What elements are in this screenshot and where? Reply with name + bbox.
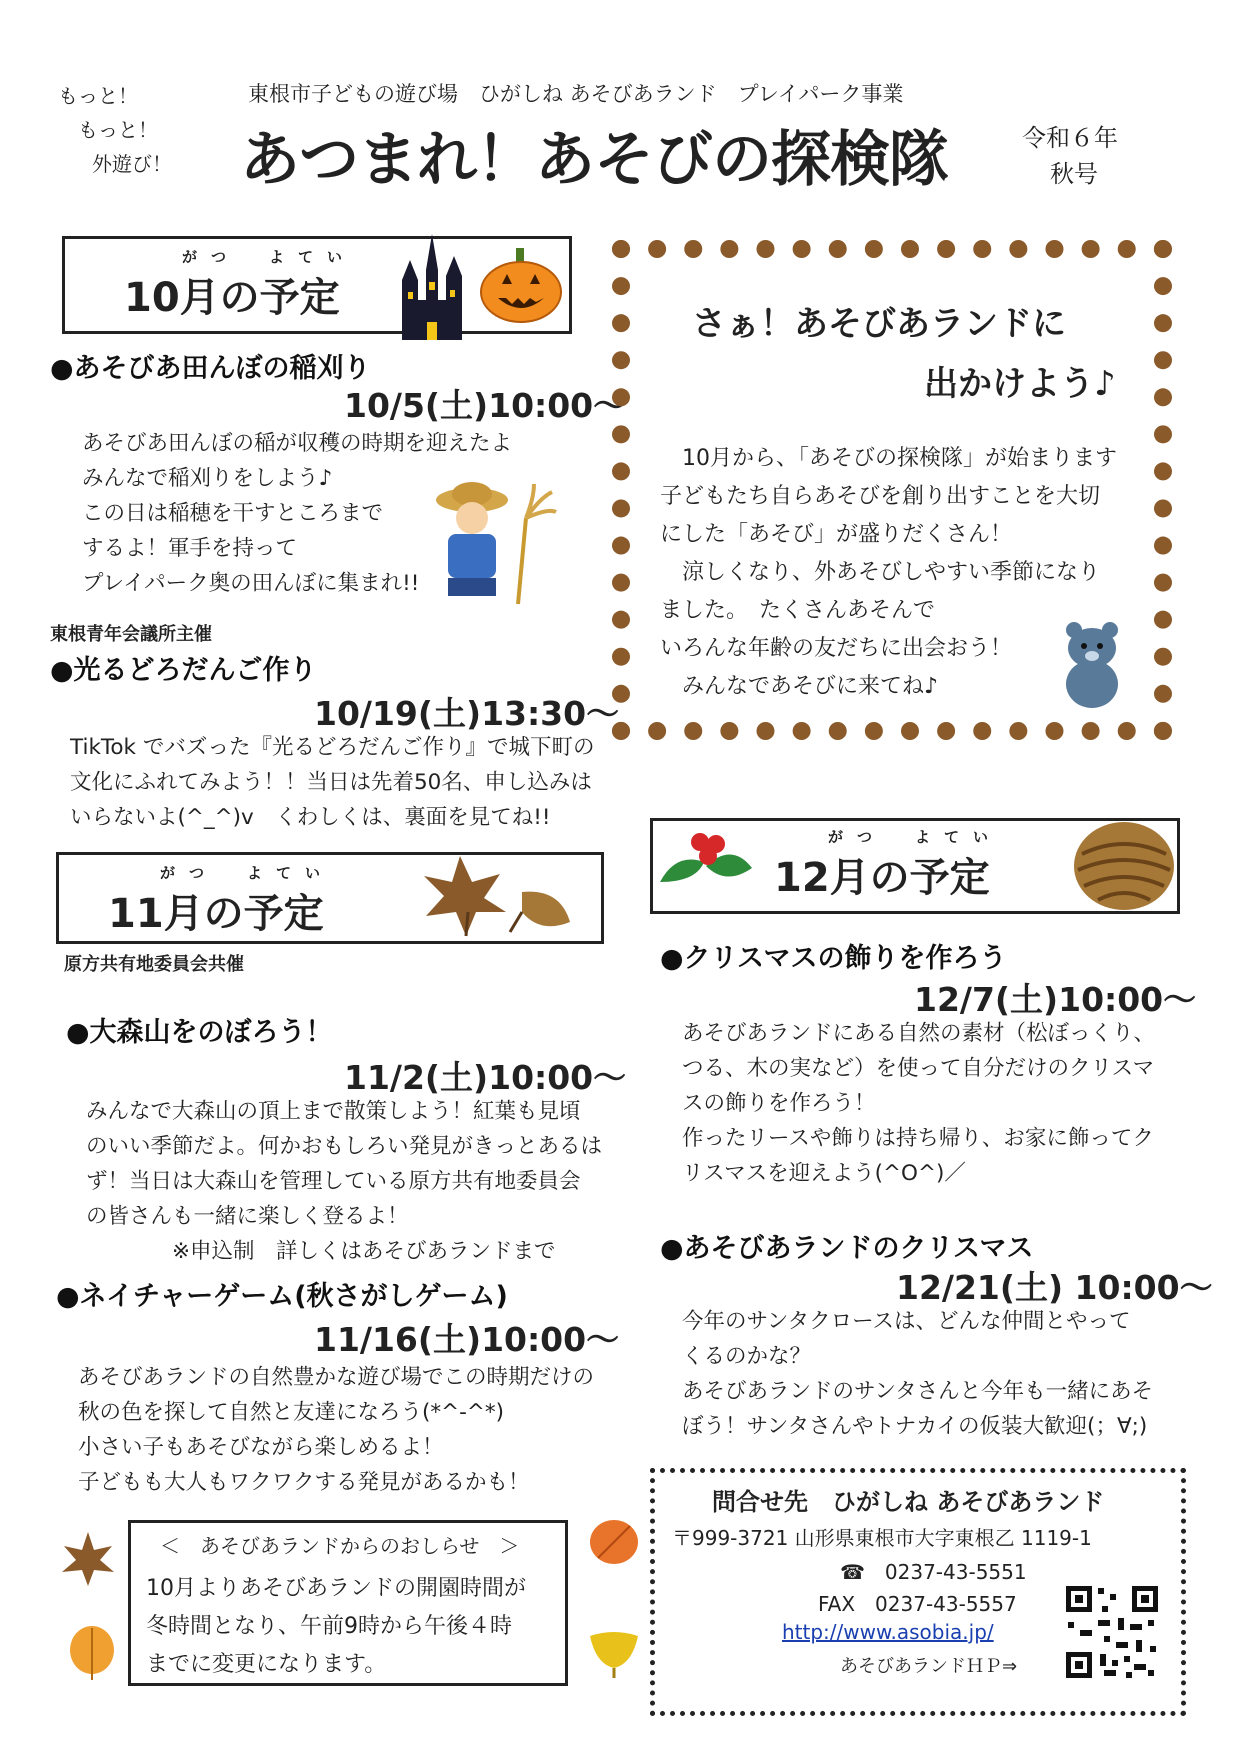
december-ruby: がつ よてい [828, 828, 1003, 846]
contact-tel: ☎ 0237-43-5551 [840, 1560, 1027, 1584]
body-line: TikTok でバズった『光るどろだんご作り』で城下町の [70, 735, 595, 760]
newsletter-title: あつまれ！あそびの探検隊 [240, 125, 948, 195]
invite-title-1: さぁ！あそびあランドに [692, 304, 1066, 344]
body-line: 涼しくなり、外あそびしやすい季節になり [660, 560, 1101, 585]
orange-leaf-icon [584, 1512, 644, 1572]
omoriyama-datetime: 11/2(土)10:00～ [344, 1058, 627, 1097]
pumpkin-icon [478, 246, 564, 324]
november-ruby: がつ よてい [160, 864, 335, 882]
yellow-orange-leaf-icon [64, 1622, 120, 1682]
omoriyama-note: ※申込制 詳しくはあそびあランドまで [172, 1239, 556, 1264]
body-line: ず！当日は大森山を管理している原方共有地委員会 [86, 1169, 581, 1194]
december-title: 12月の予定 [774, 855, 990, 901]
body-line: のいい季節だよ。何かおもしろい発見がきっとあるは [86, 1134, 603, 1159]
castle-icon [398, 230, 466, 342]
body-line: 作ったリースや飾りは持ち帰り、お家に飾ってク [682, 1126, 1154, 1151]
homepage-label: あそびあランドＨＰ⇒ [840, 1656, 1018, 1677]
xmas-craft-datetime: 12/7(土)10:00～ [914, 980, 1197, 1019]
rice-harvest-datetime: 10/5(土)10:00～ [344, 386, 627, 425]
body-line: みんなで稲刈りをしよう♪ [82, 466, 333, 491]
body-line: みんなであそびに来てね♪ [660, 674, 939, 699]
omoriyama-body [86, 1094, 602, 1234]
body-line: プレイパーク奥の田んぼに集まれ!! [82, 571, 420, 596]
holly-icon [656, 822, 756, 906]
body-line: 子どもたち自らあそびを創り出すことを大切 [660, 484, 1101, 509]
xmas-party-datetime: 12/21(土) 10:00～ [896, 1268, 1213, 1307]
contact-title: 問合せ先 ひがしね あそびあランド [712, 1488, 1105, 1516]
jc-organizer: 東根青年会議所主催 [50, 624, 212, 645]
invite-body [660, 440, 1117, 706]
nature-game-datetime: 11/16(土)10:00～ [314, 1320, 620, 1359]
body-line: 子どもも大人もワクワクする発見があるかも！ [78, 1470, 530, 1495]
omoriyama-title: ●大森山をのぼろう！ [66, 1017, 333, 1048]
body-line: あそびあランドのサンタさんと今年も一緒にあそ [682, 1379, 1154, 1404]
body-line: あそびあランドの自然豊かな遊び場でこの時期だけの [78, 1365, 595, 1390]
november-title: 11月の予定 [108, 891, 324, 937]
notice-body [146, 1570, 526, 1684]
notice-title: ＜ あそびあランドからのおしらせ ＞ [160, 1534, 520, 1558]
side-line-2: もっと！ [78, 118, 158, 142]
newsletter-subtitle: 東根市子どもの遊び場 ひがしね あそびあランド プレイパーク事業 [248, 82, 904, 106]
pinecone-icon [1068, 814, 1176, 914]
xmas-party-title: ●あそびあランドのクリスマス [660, 1233, 1034, 1264]
contact-fax: FAX 0237-43-5557 [818, 1592, 1017, 1616]
contact-address: 〒999-3721 山形県東根市大字東根乙 1119-1 [672, 1526, 1092, 1550]
body-line: の皆さんも一緒に楽しく登るよ！ [86, 1204, 409, 1229]
rice-harvest-title: ●あそびあ田んぼの稲刈り [50, 353, 371, 384]
mud-ball-datetime: 10/19(土)13:30～ [314, 694, 620, 733]
xmas-craft-title: ●クリスマスの飾りを作ろう [660, 943, 1007, 974]
body-line: あそびあランドにある自然の素材（松ぼっくり、 [682, 1021, 1156, 1046]
harakata-organizer: 原方共有地委員会共催 [64, 954, 244, 975]
body-line: 文化にふれてみよう！！当日は先着50名、申し込みは [70, 770, 592, 795]
body-line: リスマスを迎えよう(^O^)／ [682, 1161, 966, 1186]
farmer-illustration [430, 478, 560, 608]
issue-season: 秋号 [1050, 160, 1098, 188]
mud-ball-body [70, 730, 595, 835]
invite-title-2: 出かけよう♪ [924, 364, 1116, 404]
xmas-craft-body [682, 1016, 1155, 1191]
issue-year: 令和６年 [1022, 124, 1118, 152]
body-line: 10月よりあそびあランドの開園時間が [146, 1576, 526, 1601]
body-line: 10月から、「あそびの探検隊」が始まります [660, 446, 1117, 471]
body-line: スの飾りを作ろう！ [682, 1091, 876, 1116]
body-line: この日は稲穂を干すところまで [82, 501, 384, 526]
nature-game-title: ●ネイチャーゲーム(秋さがしゲーム) [56, 1281, 508, 1312]
body-line: いろんな年齢の友だちに出会おう！ [660, 636, 1013, 661]
body-line: ました。 たくさんあそんで [660, 598, 936, 623]
body-line: するよ！軍手を持って [82, 536, 298, 561]
body-line: くるのかな？ [682, 1344, 812, 1369]
body-line: までに変更になります。 [146, 1652, 387, 1677]
body-line: 小さい子もあそびながら楽しめるよ！ [78, 1435, 444, 1460]
website-link[interactable]: http://www.asobia.jp/ [782, 1620, 994, 1644]
ginkgo-leaf-icon [584, 1628, 644, 1678]
bear-illustration [1052, 612, 1132, 708]
side-line-3: 外遊び！ [92, 152, 172, 176]
body-line: 今年のサンタクロースは、どんな仲間とやって [682, 1309, 1131, 1334]
body-line: ぼう！サンタさんやトナカイの仮装大歓迎(；∀;) [682, 1414, 1148, 1439]
xmas-party-body [682, 1304, 1153, 1444]
body-line: あそびあ田んぼの稲が収穫の時期を迎えたよ [82, 431, 513, 456]
nature-game-body [78, 1360, 594, 1500]
side-line-1: もっと！ [58, 84, 138, 108]
maple-leaf-icon [58, 1528, 118, 1588]
october-title: 10月の予定 [124, 275, 340, 321]
autumn-leaves-icon [410, 852, 580, 938]
body-line: にした「あそび」が盛りだくさん！ [660, 522, 1013, 547]
qr-code[interactable] [1064, 1584, 1160, 1680]
body-line: 秋の色を探して自然と友達になろう(*^-^*) [78, 1400, 505, 1425]
october-ruby: がつ よてい [182, 248, 357, 266]
mud-ball-title: ●光るどろだんご作り [50, 655, 317, 686]
body-line: つる、木の実など）を使って自分だけのクリスマ [682, 1056, 1155, 1081]
body-line: みんなで大森山の頂上まで散策しよう！紅葉も見頃 [86, 1099, 581, 1124]
body-line: 冬時間となり、午前9時から午後４時 [146, 1614, 512, 1639]
body-line: いらないよ(^_^)v くわしくは、裏面を見てね!! [70, 805, 551, 830]
